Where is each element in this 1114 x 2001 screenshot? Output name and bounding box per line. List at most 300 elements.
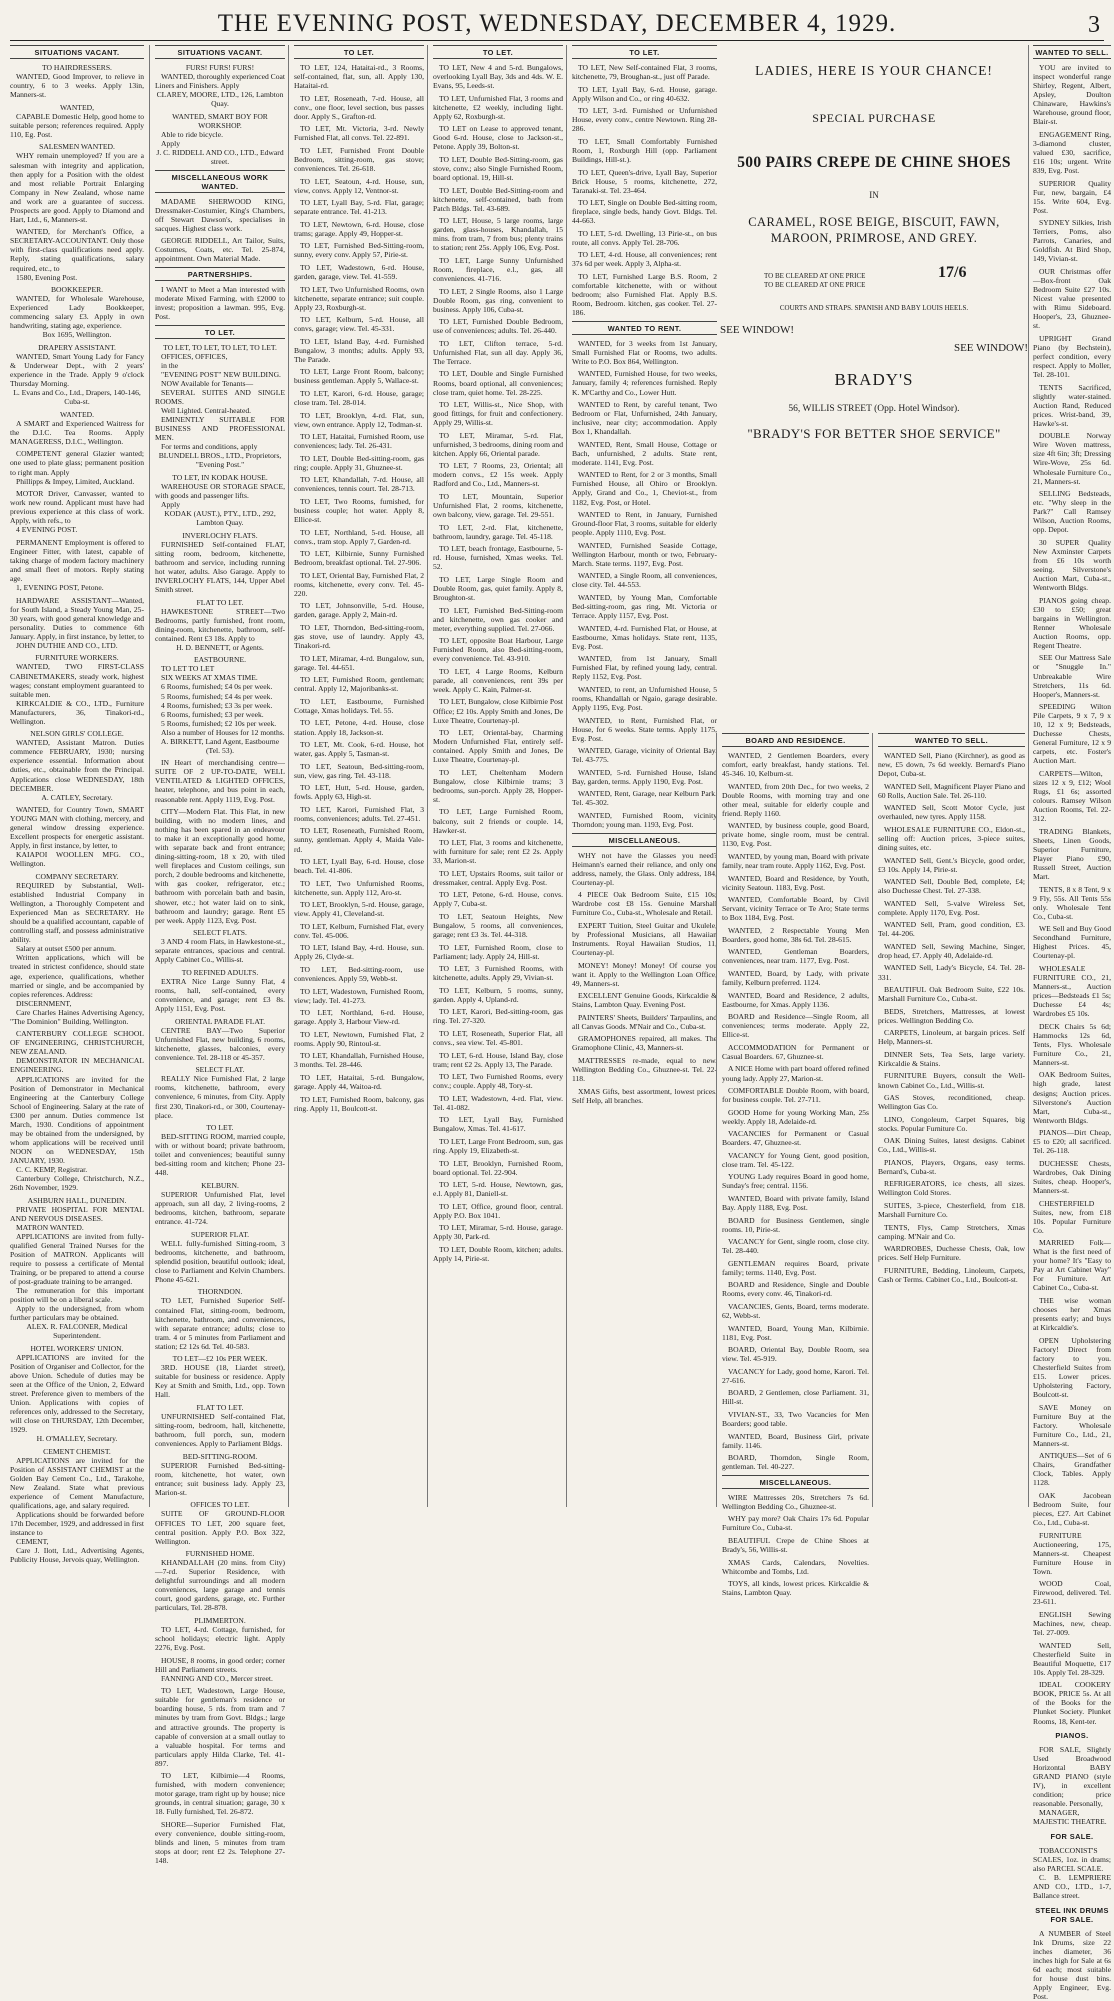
ad-line: COMFORTABLE Double Room, with board, for business couple. Tel. 27-711. <box>722 1086 869 1105</box>
ad-line: BEAUTIFUL Oak Bedroom Suite, £22 10s. Marshall Furniture Co., Cuba-st. <box>878 985 1025 1004</box>
classified-ad <box>1033 702 1111 765</box>
ad-line: TENTS, Flys, Camp Stretchers, Xmas camping. M'Nair and Co. <box>878 1222 1025 1241</box>
ad-line: TO LET, Furnished Front Double Bedroom, sitting-room, gas stove; conveniences. Tel. 26-618. <box>294 145 424 174</box>
ad-line: KHANDALLAH (20 mins. from City)—7-rd. Superior Residence, with delightful surroundings and all modern conveniences, large garage and tennis court, good gardens, garage, etc. Further particulars, Tel. 28-878. <box>155 1558 285 1613</box>
classified-ad <box>1033 1846 1111 1900</box>
ad-line: OFFICES, OFFICES, <box>161 351 228 361</box>
classified-ad <box>433 63 563 90</box>
ad-line: I WANT to Meet a Man interested with moderate Mixed Farming, with £2000 to invest; proposition a lawman. 995, Evg. Post. <box>155 285 285 322</box>
ad-line: BEAUTIFUL Crepe de Chine Shoes at Brady's, 56, Willis-st. <box>722 1535 869 1555</box>
classified-ad <box>294 497 424 524</box>
classified-ad <box>433 807 563 834</box>
ad-line: WANTED to Rent, in January, Furnished Ground-floor Flat, 3 rooms, suitable for elderly people. Apply 1110, Evg. Post. <box>572 510 717 538</box>
classified-ad <box>433 1180 563 1198</box>
ad-line: EXCELLENT Genuine Goods, Kirkcaldie & Stains, Lambton Quay. Evening Post. <box>572 991 717 1010</box>
ad-line: FURNISHED Self-contained FLAT, sitting room, bedroom, kitchenette, bathroom and service, including running hot water, adults. Also Garage. Apply to INVERLOCHY FLATS, 144, Upper Abel Smith street. <box>155 539 285 594</box>
ad-line: XMAS Gifts, best assortment, lowest prices. Self Help, all branches. <box>572 1086 717 1105</box>
classified-ad <box>1033 218 1111 263</box>
classified-ad <box>572 369 717 396</box>
ad-line: FURNITURE, Bedding, Linoleum, Carpets, Cash or Terms. Cabinet Co., Ltd., Boulcott-st. <box>878 1265 1025 1284</box>
ad-line: TO LET, Northland, 6-rd. House, garage. Apply 3, Harbour View-rd. <box>294 1008 424 1027</box>
ad-line: WANTED to Rent, by careful tenant, Two Bedroom or Flat, Unfurnished, 24th January, inclusive, near city; accommodation. Apply Box 1, Khandallah. <box>572 400 717 437</box>
advert-main-line: 500 PAIRS CREPE DE CHINE SHOES <box>737 154 1011 171</box>
ad-line: TO LET, Two Furnished Rooms, every conv.; couple. Apply 48, Tory-st. <box>433 1072 563 1091</box>
classified-ad <box>1033 1128 1111 1155</box>
ad-line: TO LET, Wadestown, Furnished Room, view; lady. Tel. 41-273. <box>294 986 424 1005</box>
ad-line: TO LET, IN KODAK HOUSE. <box>172 472 268 482</box>
ad-line: WANTED Sell, 5-valve Wireless Set, complete. Apply 1170, Evg. Post. <box>878 898 1025 917</box>
ad-line: TO LET, Double Bed-sitting-room, gas ring; couple. Apply 31, Ghuznee-st. <box>294 453 424 472</box>
ad-line: FANNING AND CO., Mercer street. <box>161 1673 273 1683</box>
classified-ad <box>155 531 285 594</box>
ad-line: TO LET, Brooklyn, Furnished Room, board optional. Tel. 22-904. <box>433 1158 563 1177</box>
classified-ad <box>878 1007 1025 1025</box>
ad-line: WANTED, to rent, an Unfurnished House, 5 rooms, Khandallah or Ngaio, garage desirable. Apply 1195, Evg. Post. <box>572 684 717 712</box>
classified-ad <box>294 528 424 546</box>
ad-line: H. O'MALLEY, Secretary. <box>36 1434 118 1444</box>
ad-line: WANTED, SMART BOY FOR WORKSHOP. <box>172 111 268 130</box>
ad-line: 1, EVENING POST, Petone. <box>16 583 104 593</box>
classified-ad <box>572 961 717 988</box>
ad-line: WANTED, Assistant Matron. Duties commence FEBRUARY, 1930; nursing experience essential. Information about duties, etc., obtainable from the Principal. Applications close WEDNESDAY, 18th DECEMBER. <box>10 738 144 793</box>
classified-ad <box>878 1244 1025 1262</box>
ad-line: EXPERT Tuition, Steel Guitar and Ukulele, by Professional Musicians, all Hawaiian Instruments. Royal Hawaiian Studios, 11, Courtenay-pl. <box>572 920 717 958</box>
ad-line: YOUNG Lady requires Board in good home, Sunday's free; central. 1156. <box>722 1172 869 1191</box>
ad-line: SUPERIOR Unfurnished Flat, level approach, sun all day, 2 living-rooms, 2 bedrooms, kitchen, bathroom, separate entrance. 41-724. <box>155 1189 285 1227</box>
advert-subheading: SPECIAL PURCHASE <box>812 111 936 125</box>
advert-styles: COURTS AND STRAPS. SPANISH AND BABY LOUIS HEELS. <box>779 304 969 312</box>
ad-line: WANTED Sell, Pram, good condition, £3. Tel. 44-206. <box>878 920 1025 939</box>
ad-line: SYDNEY Silkies, Irish Terriers, Poms, also Parrots, Canaries, and Goldfish. At Bird Shop, 149, Vivian-st. <box>1033 218 1111 264</box>
ad-line: TO LET, 6-rd. House, Island Bay, close tram; rent £2 2s. Apply 13, The Parade. <box>433 1050 563 1069</box>
ad-line: SUPERIOR Quality Fur, new, bargain, £4 15s. Write 604, Evg. Post. <box>1033 178 1111 215</box>
classified-ad <box>433 1137 563 1155</box>
classified-ad <box>294 943 424 961</box>
classified-ad <box>878 963 1025 981</box>
ad-line: TO LET, Seatoun, 4-rd. House, sun, view, convs. Apply 12, Ventnor-st. <box>294 176 424 195</box>
ad-line: TO LET, Furnished Room, balcony, gas ring. Apply 11, Boulcott-st. <box>294 1094 424 1113</box>
classified-ad <box>294 63 424 90</box>
ad-line: PIANOS going cheap. £30 to £50; great bargains in Wellington. Renner Wholesale Auction Rooms, opp. Regent Theatre. <box>1033 595 1111 650</box>
ad-line: WAREHOUSE OR STORAGE SPACE, with goods and passenger lifts. <box>155 481 285 501</box>
ad-line: FURNITURE Buyers, consult the Well-known Cabinet Co., Ltd., Willis-st. <box>878 1071 1025 1090</box>
classified-ad <box>155 1181 285 1226</box>
ad-line: YOU are invited to inspect wonderful range Shirley, Regent, Albert, Apsley, Doulton Chinaware, Hawkins's Warehouse, ground floor, Blair-st. <box>1033 63 1111 127</box>
ad-line: TO LET, Double Bed-Sitting-room and kitchenette, self-contained, bath from Patch Bldgs. Tel. 43-689. <box>433 185 563 213</box>
classified-ad <box>155 1017 285 1062</box>
ad-line: WELL fully-furnished Sitting-room, 3 bedrooms, kitchenette, and bathroom, splendid position, beautiful outlook; ideal, close to Parliament and Kelvin Chambers. Phone 45-621. <box>155 1238 285 1284</box>
ad-line: INVERLOCHY FLATS. <box>182 530 258 540</box>
ad-line: LINO, Congoleum, Carpet Squares, big stocks. Popular Furniture Co. <box>878 1114 1025 1133</box>
classified-ad <box>878 782 1025 800</box>
column-to-let-2 <box>427 45 567 1507</box>
classified-ad <box>155 1065 285 1119</box>
ad-line: TO LET, Cheltenham Modern Bungalow, close Kilbirnie trams; 3 bedrooms, sun-porch. Apply 28, Hopper-st. <box>433 767 563 804</box>
ad-line: SAVE Money on Furniture Buy at the Factory. Wholesale Furniture Co., Ltd., 21, Manners-st. <box>1033 1402 1111 1448</box>
classified-ad <box>722 1579 869 1597</box>
classified-ad <box>572 654 717 681</box>
classified-ad <box>722 1367 869 1385</box>
classified-ad <box>10 63 144 99</box>
classified-ad <box>433 1072 563 1090</box>
ad-line: SEE Our Mattress Sale or "Snuggle In." Unbreakable Wire Stretchers, 11s 6d. Hooper's, Manners-st. <box>1033 653 1111 699</box>
classified-ad <box>433 155 563 182</box>
classified-ad <box>722 926 869 944</box>
ad-line: TO LET, 3 Furnished Rooms, with kitchenette, adults. Apply 29, Vivian-st. <box>433 964 563 983</box>
classified-ad <box>722 1151 869 1169</box>
classified-ad <box>294 411 424 429</box>
classified-ad <box>722 1324 869 1342</box>
ad-line: FOR SALE, Slightly Used Broadwood Horizontal BABY GRAND PIANO (style IV), in excellent condition; price reasonable. Personally, <box>1033 1745 1111 1809</box>
ad-line: 4 PIECE Oak Bedroom Suite, £15 10s; Wardrobe cost £8 15s. Genuine Marshall Furniture Co., Cuba-st., Wholesale and Retail. <box>572 890 717 918</box>
ad-line: MONEY! Money! Money! Of course you want it. Apply to the Wellington Loan Office, 49, Manners-st. <box>572 960 717 988</box>
ad-line: WANTED, <box>60 102 94 112</box>
classified-ad <box>1033 964 1111 1018</box>
ad-line: "EVENING POST" NEW BUILDING. <box>161 369 281 379</box>
advert-colours <box>720 214 1028 246</box>
bradys-shoe-advert <box>720 45 1028 725</box>
classified-ad <box>433 768 563 804</box>
ad-line: TO LET, Brooklyn, 4-rd. Flat, sun, view, own entrance. Apply 12, Todman-st. <box>294 410 424 429</box>
ad-line: BEDS, Stretchers, Mattresses, at lowest prices. Wellington Bedding Co. <box>878 1006 1025 1025</box>
classified-ad <box>572 137 717 164</box>
ad-line: WANTED Sell, Chesterfield Suite in Beautiful Moquette, £17 10s. Apply Tel. 28-329. <box>1033 1640 1111 1677</box>
advert-see-window <box>720 320 1028 354</box>
ad-line: Applications should be forwarded before 17th December, 1929, and addressed in first instance to <box>10 1510 144 1538</box>
ad-line: TO LET, New Self-contained Flat, 3 rooms, kitchenette, 79, Broughan-st., just off Parade. <box>572 63 717 82</box>
ad-line: SELECT FLAT. <box>195 1065 245 1075</box>
ad-line: THORNDON. <box>197 1287 243 1297</box>
ad-line: COMPETENT general Glazier wanted; one used to plate glass; permanent position to right man. Apply <box>10 449 144 477</box>
classified-ad <box>878 877 1025 895</box>
classified-ad <box>294 601 424 619</box>
ad-line: TO LET, Large Front Bedroom, sun, gas ring. Apply 19, Elizabeth-st. <box>433 1136 563 1155</box>
ad-line: TO LET, Newtown, Furnished Flat, 2 rooms. Apply 90, Rintoul-st. <box>294 1029 424 1048</box>
ad-line: WANTED Sell, Lady's Bicycle, £4. Tel. 28-331. <box>878 963 1025 982</box>
classified-ad <box>722 969 869 987</box>
classified-ad <box>155 197 285 233</box>
ad-line: TO LET, 4-rd. House, all conveniences; rent 37s 6d per week. Apply 3, Alpha-st. <box>572 250 717 269</box>
classified-ad <box>294 623 424 650</box>
ad-line: 4 Rooms, furnished; £3 3s per week. <box>161 700 273 710</box>
ad-line: TO LET, Large Single Room and Double Room, gas, quiet family. Apply 8, Broughton-st. <box>433 574 563 602</box>
classified-ad <box>572 890 717 917</box>
ad-line: A. CATLEY, Secretary. <box>41 792 113 802</box>
advert-see-window-left: SEE WINDOW! <box>720 324 795 336</box>
section-heading: SITUATIONS VACANT. <box>155 45 285 59</box>
ad-line: TO LET, Eastbourne, Furnished Cottage, Xmas holidays. Tel. 55. <box>294 696 424 715</box>
classified-ad <box>10 653 144 725</box>
ad-line: ACCOMMODATION for Permanent or Casual Boarders. 67, Ghuznee-st. <box>722 1042 869 1061</box>
classified-ad <box>433 544 563 571</box>
classified-ad <box>155 1403 285 1448</box>
classified-ad <box>1033 1022 1111 1067</box>
ad-line: Care Charles Haines Advertising Agency, "The Dominion" Building, Wellington. <box>10 1007 144 1026</box>
ad-line: BED-SITTING ROOM, married couple, with or without board; private bathroom, toilet and conveniences; beautiful sunny bed-sitting room and kitchen; Phone 23-448. <box>155 1132 285 1178</box>
classified-ad <box>878 825 1025 852</box>
classified-ad <box>294 432 424 450</box>
ad-line: TO LET, Furnished Bed-Sitting-room, sunny, every conv. Apply 57, Pirie-st. <box>294 241 424 260</box>
ad-line: WANTED, 5-rd. Furnished House, Island Bay, garden, terms. Apply 1190, Evg. Post. <box>572 767 717 786</box>
ad-line: KODAK (AUST.), PTY., LTD., 292, Lambton Quay. <box>164 509 276 528</box>
classified-ad <box>722 1302 869 1320</box>
classified-ad <box>722 1432 869 1450</box>
ad-line: TO LET, 7 Rooms, 23, Oriental; all modern convs., £2 15s week. Apply Radford and Co., Ltd., Manners-st. <box>433 461 563 489</box>
classified-ad <box>572 991 717 1009</box>
classified-ad <box>433 1051 563 1069</box>
ad-line: CLAREY, MOORE, LTD., 126, Lambton Quay. <box>156 90 284 109</box>
classified-ad <box>294 454 424 472</box>
classified-ad <box>722 1064 869 1082</box>
column-board-and-residence <box>716 733 873 1598</box>
ad-line: TO LET, opposite Boat Harbour, Large Furnished Room, also Bed-sitting-room, every convenience. Tel. 43-910. <box>433 636 563 664</box>
ad-line: WANTED, from 20th Dec., for two weeks, 2 Double Rooms, with morning tray and one other meal, suitable for elderly couple and friend. Reply 1160. <box>722 781 869 818</box>
classified-ad <box>878 751 1025 778</box>
classified-ad <box>155 63 285 108</box>
ad-line: TO LET, 4-rd. Cottage, furnished, for school holidays; electric light. Apply 2276, Evg. Post. <box>155 1625 285 1653</box>
ad-line: WANTED, TWO FIRST-CLASS CABINETMAKERS, steady work, highest wages; constant employment guaranteed to suitable men. <box>10 662 144 699</box>
classified-ad <box>294 783 424 801</box>
ad-line: Also a number of Houses for 12 months. <box>161 727 285 737</box>
ad-line: CARPETS—Wilton, sizes 12 x 9, £12; Wool Rugs, £1 6s; assorted colours. Ramsey Wilson Auction Rooms, Tel. 22-312. <box>1033 768 1111 824</box>
section-heading: MISCELLANEOUS. <box>722 1475 869 1489</box>
classified-ad <box>878 1115 1025 1133</box>
classified-ad <box>878 899 1025 917</box>
ad-line: TO LET, Small Comfortably Furnished Room, 1, Roxburgh Hill (opp. Parliament Buildings, Hill-st.). <box>572 136 717 164</box>
classified-ad <box>572 921 717 957</box>
ad-line: TO LET, Queen's-drive, Lyall Bay, Superior Brick House, 5 rooms, kitchenette, 272, Taranaki-st. Tel. 23-464. <box>572 167 717 195</box>
ad-line: EASTBOURNE. <box>193 655 247 665</box>
classified-ad <box>1033 1238 1111 1292</box>
advert-price: 17/6 <box>938 264 967 281</box>
classified-ad <box>10 1196 144 1341</box>
ad-line: TO LET, Bed-sitting-room, use conveniences. Apply 59, Webb-st. <box>294 965 424 984</box>
classified-ad <box>294 220 424 238</box>
classified-ad <box>1033 924 1111 960</box>
classified-ad <box>155 1287 285 1350</box>
classified-ad <box>294 367 424 385</box>
classified-ad <box>10 538 144 592</box>
classified-ad <box>294 146 424 173</box>
section-heading: PIANOS. <box>1055 1731 1089 1741</box>
ad-line: DEMONSTRATOR IN MECHANICAL ENGINEERING. <box>10 1056 144 1075</box>
ad-line: BOARD, 2 Gentlemen, close Parliament. 31, Hill-st. <box>722 1388 869 1407</box>
ad-line: REALLY Nice Furnished Flat, 2 large rooms, kitchenette, bathroom, every convenience, 6 minutes, from City. Apply first 230, Tinakori-rd., or 300, Courtenay-place. <box>155 1074 285 1120</box>
classified-ad <box>433 728 563 764</box>
ad-line: OUR Christmas offer—Box-front Oak Bedroom Suite £27 10s. Nicest value presented with Rimu Sideboard. Hooper's, 23, Ghuznee-st. <box>1033 267 1111 331</box>
classified-ad <box>294 675 424 693</box>
ad-line: TO LET, Karori, 6-rd. House, garage; close tram. Tel. 28-014. <box>294 389 424 408</box>
ad-line: FURNITURE WORKERS. <box>35 653 119 663</box>
ad-line: VACANCY for Lady, good home, Karori. Tel. 27-616. <box>722 1366 869 1385</box>
ad-line: TO LET, Brooklyn, 5-rd. House, garage, view. Apply 41, Cleveland-st. <box>294 900 424 919</box>
advert-clear-line-1: TO BE CLEARED AT ONE PRICE <box>764 272 866 280</box>
ad-line: TENTS, 8 x 8 Tent, 9 x 9 Fly, 55s. All Tents 55s only. Wholesale Tent Co., Cuba-st. <box>1033 884 1111 921</box>
ad-line: Able to ride bicycle. <box>161 129 223 139</box>
ad-line: HOUSE, 8 rooms, in good order; corner Hill and Parliament streets. <box>155 1655 285 1674</box>
classified-ad <box>294 475 424 493</box>
classified-ad <box>572 339 717 366</box>
ad-line: WANTED Sell, Gent.'s Bicycle, good order, £3 10s. Apply 14, Pirie-st. <box>878 855 1025 874</box>
classified-ad <box>433 400 563 427</box>
classified-ad <box>1033 1531 1111 1576</box>
ad-line: TO LET, Petone, 4-rd. House, close station. Apply 18, Jackson-st. <box>294 718 424 737</box>
ad-line: 5 Rooms, furnished; £4 4s per week. <box>161 691 273 701</box>
ad-line: ORIENTAL PARADE FLAT. <box>174 1016 266 1026</box>
ad-line: HARDWARE ASSISTANT—Wanted, for South Island, a Steady Young Man, 25-30 years, with good general knowledge and personality. Duties to commence 6th January. Apply, in first instance, by letter, to <box>10 595 144 641</box>
ad-line: CEMENT, <box>16 1537 49 1547</box>
classified-ad <box>294 654 424 672</box>
ad-line: FLAT TO LET. <box>196 1402 244 1412</box>
ad-line: TO LET, Thorndon, Bed-sitting-room, gas stove, use of laundry. Apply 43, Tinakori-rd. <box>294 623 424 651</box>
ad-line: WANTED Sell, Piano (Kirchner), as good as new, £5 down, 7s 6d weekly. Bernard's Piano Depot, Cuba-st. <box>878 751 1025 779</box>
classified-ad <box>294 241 424 259</box>
classified-ad <box>10 227 144 281</box>
ad-line: JOHN DUTHIE AND CO., LTD. <box>16 640 118 650</box>
ad-line: WANTED, from 1st January, Small Furnished Flat, by refined young lady, central. Reply 1152, Evg. Post. <box>572 654 717 682</box>
ad-line: MATRON WANTED. <box>16 1222 84 1232</box>
classified-ad <box>433 124 563 151</box>
section-heading: MISCELLANEOUS. <box>572 833 717 847</box>
ad-line: TO LET, Newtown, 6-rd. House, close trams; garage. Apply 49, Hopper-st. <box>294 219 424 238</box>
classified-ad <box>10 285 144 339</box>
ad-line: REQUIRED by Substantial, Well-established Industrial Company in Wellington, a Thoroughly Competent and Experienced Man as SECRETARY. He should be a qualified accountant, capable of controlling staff, and possess administrative ability. <box>10 881 144 945</box>
ad-line: WANTED, Furnished Seaside Cottage, Wellington Harbour, month or two, February-March. State terms. 1197, Evg. Post. <box>572 540 717 568</box>
ad-line: TOYS, all kinds, lowest prices. Kirkcaldie & Stains, Lambton Quay. <box>722 1579 869 1598</box>
ad-line: H. D. BENNETT, or Agents. <box>176 642 264 652</box>
column-situations-and-to-let <box>149 45 289 1866</box>
classified-ad <box>572 168 717 195</box>
ad-line: For terms and conditions, apply <box>161 442 258 452</box>
ad-line: DINNER Sets, Tea Sets, large variety. Kirkcaldie & Stains. <box>878 1049 1025 1068</box>
classified-ad <box>10 410 144 446</box>
classified-ad <box>1033 1641 1111 1677</box>
ad-line: TO LET, Furnished Large B.S. Room, 2 comfortable kitchenette, with or without bedroom; also Furnished Flat. Apply B.S. Room, Bedroom. kitchen, gas cooker. Tel. 27-186. <box>572 271 717 318</box>
advert-slogan: "BRADY'S FOR BETTER SHOE SERVICE" <box>747 426 1001 441</box>
ad-line: BOOKKEEPER. <box>50 285 104 295</box>
classified-ad <box>572 1087 717 1105</box>
classified-ad <box>722 1453 869 1471</box>
classified-ad <box>155 473 285 527</box>
classified-ad <box>722 1280 869 1298</box>
classified-ad <box>433 339 563 366</box>
classified-ad <box>1033 1336 1111 1399</box>
ad-line: 6 Rooms, furnished; £3 per week. <box>161 709 264 719</box>
ad-line: WANTED Sell, Sewing Machine, Singer, drop head, £7. Apply 40, Adelaide-rd. <box>878 941 1025 960</box>
ad-line: WIRE Mattresses 20s, Stretchers 7s 6d. Wellington Bedding Co., Ghuznee-st. <box>722 1492 869 1511</box>
classified-ad <box>722 751 869 778</box>
ad-line: EMINENTLY SUITABLE FOR BUSINESS AND PROFESSIONAL MEN. <box>155 415 285 443</box>
ad-line: WANTED, Good Improver, to relieve in country, 6 to 3 weeks. Apply 13in, Manners-st. <box>10 72 144 100</box>
ad-line: Care J. Ilott, Ltd., Advertising Agents, Publicity House, Jervois quay, Wellington. <box>10 1546 144 1565</box>
classified-ad <box>878 1266 1025 1284</box>
classified-ad <box>878 1050 1025 1068</box>
section-heading: SITUATIONS VACANT. <box>10 45 144 59</box>
ad-line: IDEAL COOKERY BOOK, PRICE 5s. At all of the Books for the Plunket Society. Plunket Rooms, 18, Kent-ter. <box>1033 1680 1111 1726</box>
ad-line: CARPETS, Linoleum, at bargain prices. Self Help, Manners-st. <box>878 1028 1025 1047</box>
ad-line: SUITE OF GROUND-FLOOR OFFICES TO LET, 200 square feet, central position. Apply P.O. Box 322, Wellington. <box>155 1509 285 1546</box>
ad-line: TO LET, Lyall Bay, 6-rd. House, garage. Apply Wilson and Co., or ring 40-632. <box>572 84 717 103</box>
ad-line: PLIMMERTON. <box>194 1616 246 1625</box>
classified-ad <box>1033 179 1111 215</box>
ad-line: WHY not have the Glasses you need? Heimann's earned their reliance, and only one address, namely, the Glass. Only address, 184, Courtenay-pl. <box>572 850 717 887</box>
classified-ad <box>155 1230 285 1284</box>
ad-line: WANTED. <box>60 409 94 419</box>
ad-line: DISCERNMENT, <box>16 998 72 1008</box>
ad-line: WANTED, Board with private family, Island Bay. Apply 1188, Evg. Post. <box>722 1194 869 1213</box>
classified-ad <box>1033 130 1111 175</box>
classified-ad <box>722 1216 869 1234</box>
ad-line: WANTED, Furnished House, for two weeks, January, family 4; references furnished. Reply K. M'Carthy and Co., Lower Hutt. <box>572 369 717 397</box>
ad-line: TO LET, beach frontage, Eastbourne, 5-rd. House, furnished, Xmas weeks. Tel. 52. <box>433 544 563 572</box>
classified-ad <box>722 1558 869 1576</box>
classified-ad <box>878 920 1025 938</box>
ad-line: WE Sell and Buy Good Secondhand Furniture, Highest Prices. 45, Courtenay-pl. <box>1033 924 1111 961</box>
classified-ad <box>878 856 1025 874</box>
classified-ad <box>722 1172 869 1190</box>
classified-ad <box>722 895 869 922</box>
classified-ad <box>1033 1070 1111 1124</box>
ad-line: WANTED, for Country Town, SMART YOUNG MAN with clothing, mercery, and general window dressing experience. Excellent prospects for energetic assistant. Apply, in first instance, by letter, to <box>10 805 144 851</box>
ad-line: Box 1695, Wellington. <box>42 330 112 340</box>
ad-line: TO LET, 124, Hataitai-rd., 3 Rooms, self-contained, flat, sun, all. Apply 130, Hataitai-rd. <box>294 63 424 91</box>
classified-ad <box>294 740 424 758</box>
classified-ad <box>572 510 717 537</box>
ad-line: TO LET, Karori, Bed-sitting-room, gas ring. Tel. 27-320. <box>433 1007 563 1026</box>
ad-line: TO LET, Khandallah, 7-rd. House, all conveniences, tennis court. Tel. 28-713. <box>294 475 424 494</box>
ad-line: TO LET, Oriental Bay, Furnished Flat, 2 rooms, kitchenette, every conv. Tel. 45-220. <box>294 570 424 598</box>
classified-ad <box>433 667 563 694</box>
classified-ad <box>294 987 424 1005</box>
classified-ad <box>10 872 144 1026</box>
classified-ad <box>878 985 1025 1003</box>
ad-line: TO LET, Two Unfurnished Rooms, kitchenette, sun. Apply 112, Aro-st. <box>294 878 424 897</box>
ad-line: FURNISHED HOME. <box>185 1549 255 1559</box>
ad-line: 3RD. HOUSE (18, Liardet street), suitable for business or residence. Apply Key at Smith and Smith, Ltd., opp. Town Hall. <box>155 1363 285 1400</box>
classified-ad <box>433 575 563 602</box>
ad-line: WANTED Sell, Magnificent Player Piano and 60 Rolls, Auction Sale. Tel. 26-110. <box>878 781 1025 800</box>
classified-ad <box>155 1500 285 1545</box>
classified-ad <box>294 285 424 312</box>
ad-line: IN Heart of merchandising centre—SUITE OF 2 UP-TO-DATE, WELL VENTILATED & LIGHTED OFFICES, heater, telephone, and bus point in each, reasonable rent. Apply 1119, Evg. Post. <box>155 758 285 804</box>
classified-ad <box>433 1223 563 1241</box>
ad-line: TO LET, Two Rooms, furnished, for business couple; hot water. Apply 8, Ellice-st. <box>294 496 424 525</box>
classified-ad <box>155 1771 285 1816</box>
ad-line: TO LET, Hataitai, 5-rd. Bungalow, garage. Apply 44, Waitoa-rd. <box>294 1073 424 1092</box>
ad-line: WANTED, 2 Respectable Young Men Boarders, good home, 38s 6d. Tel. 28-615. <box>722 925 869 944</box>
classified-ad <box>722 874 869 892</box>
classified-ad <box>722 821 869 848</box>
advert-see-window-right: SEE WINDOW! <box>953 342 1028 354</box>
classified-ad <box>433 287 563 314</box>
classified-ad <box>433 317 563 335</box>
ad-line: VACANCIES for Permanent or Casual Boarders. 47, Ghuznee-st. <box>722 1129 869 1148</box>
ad-line: WANTED, for Merchant's Office, a SECRETARY-ACCOUNTANT. Only those with first-class qualifications need apply. Reply, stating qualifications, salary required, etc., to <box>10 227 144 273</box>
classified-ad <box>722 782 869 818</box>
classified-ad <box>294 1073 424 1091</box>
classified-ad <box>572 106 717 133</box>
classified-ad <box>294 198 424 216</box>
classified-ad <box>572 63 717 81</box>
ad-line: WARDROBES, Duchesse Chests, Oak, low prices. Self Help Furniture. <box>878 1244 1025 1263</box>
ad-line: WANTED, Board, Young Man, Kilbirnie. 1181, Evg. Post. <box>722 1323 869 1342</box>
classified-ad <box>722 1012 869 1039</box>
classified-ad <box>155 1123 285 1177</box>
classified-ad <box>155 343 285 470</box>
classified-ad <box>294 697 424 715</box>
classified-ad <box>572 400 717 436</box>
ad-line: WANTED, by Young Man, Comfortable Bed-sitting-room, gas ring, Mt. Victoria or Terrace. Apply 1157, Evg. Post. <box>572 592 717 621</box>
